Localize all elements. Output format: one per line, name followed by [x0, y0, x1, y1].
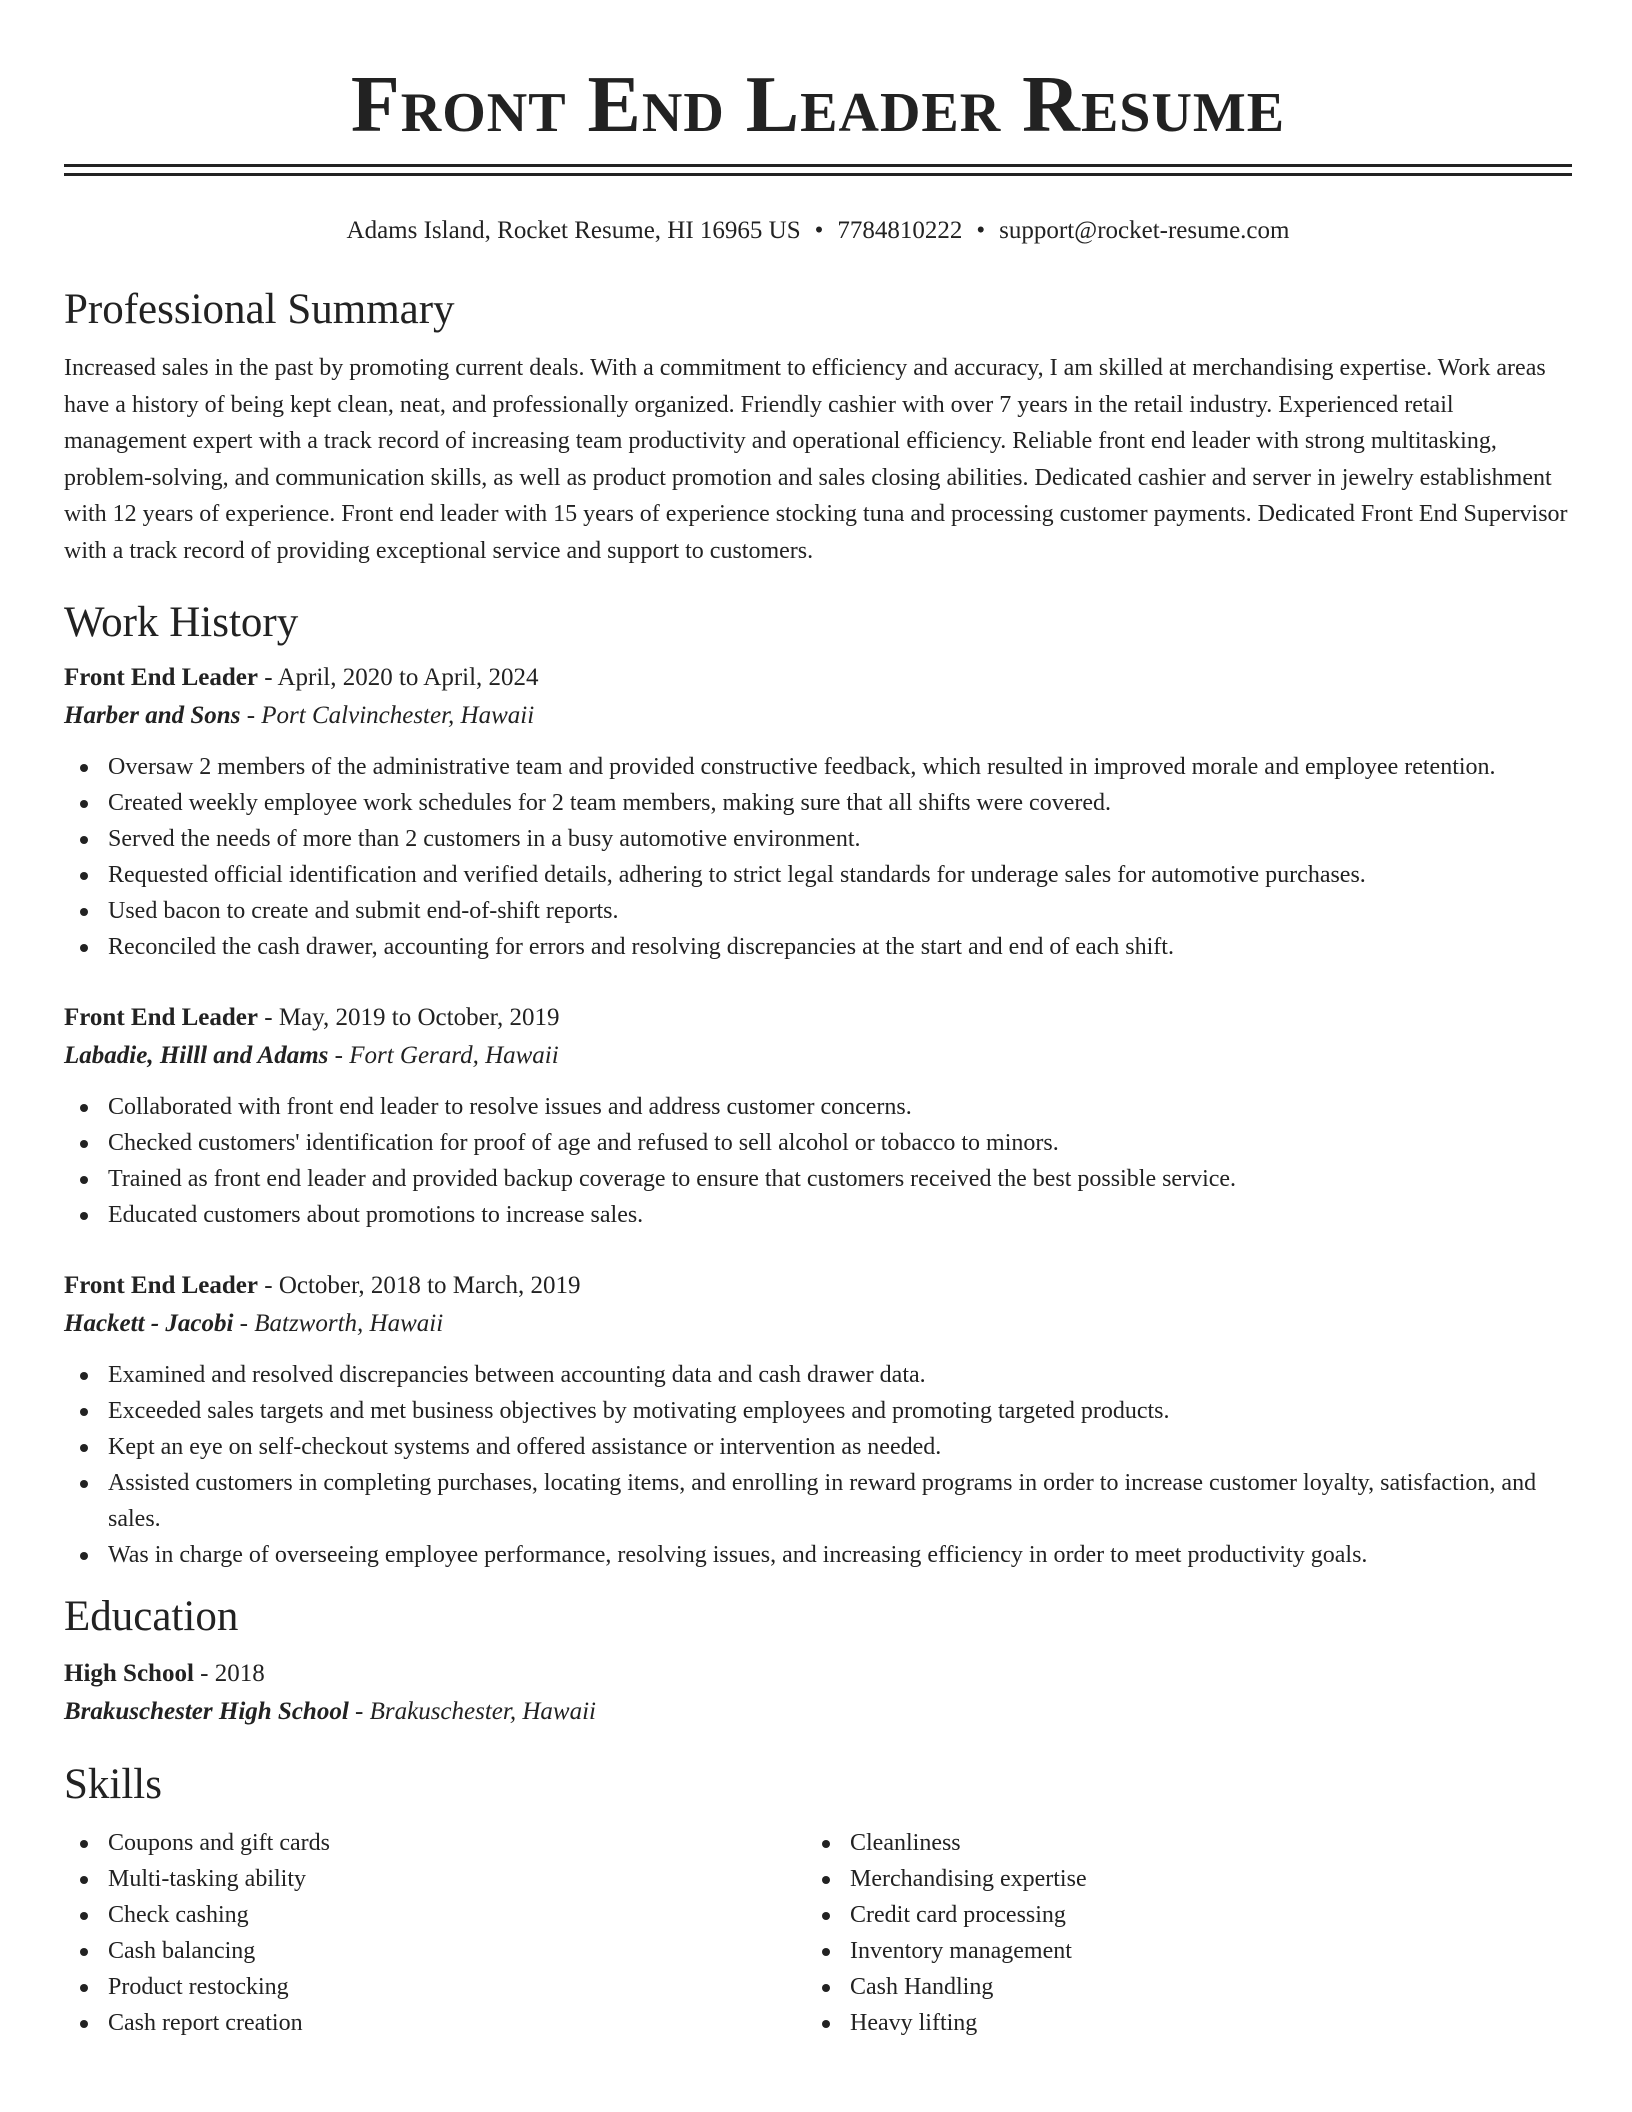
bullet-separator: •: [814, 217, 824, 244]
list-item: Cash balancing: [64, 1933, 806, 1969]
job-dates: April, 2020 to April, 2024: [277, 664, 539, 691]
job-title-line: [64, 999, 1572, 1037]
contact-address: Adams Island, Rocket Resume, HI 16965 US: [346, 217, 801, 244]
list-item: Assisted customers in completing purchases, locating items, and enrolling in reward programs in order to increase customer loyalty, satisfaction, and sales.: [64, 1465, 1572, 1537]
list-item: Requested official identification and verified details, adhering to strict legal standards for underage sales for automotive purchases.: [64, 857, 1572, 893]
list-item: Merchandising expertise: [806, 1861, 1548, 1897]
section-heading-skills: Skills: [64, 1761, 162, 1808]
job-title: Front End Leader: [64, 1004, 258, 1031]
job-dates: May, 2019 to October, 2019: [278, 1004, 560, 1031]
education-entry: [64, 1655, 1572, 1731]
education-degree: High School: [64, 1660, 194, 1687]
section-heading-summary: Professional Summary: [64, 286, 455, 333]
list-item: Served the needs of more than 2 customers in a busy automotive environment.: [64, 821, 1572, 857]
job-entry: [64, 1267, 1572, 1573]
list-item: Was in charge of overseeing employee performance, resolving issues, and increasing efficiency in order to meet productivity goals.: [64, 1537, 1572, 1573]
list-item: Educated customers about promotions to increase sales.: [64, 1197, 1572, 1233]
job-title: Front End Leader: [64, 1272, 258, 1299]
job-bullets: [64, 749, 1572, 965]
skills-list: [64, 1825, 1572, 2041]
list-item: Examined and resolved discrepancies between accounting data and cash drawer data.: [64, 1357, 1572, 1393]
list-item: Oversaw 2 members of the administrative team and provided constructive feedback, which resulted in improved morale and employee retention.: [64, 749, 1572, 785]
dash-separator: -: [193, 1660, 215, 1687]
education-degree-line: [64, 1655, 1572, 1693]
list-item: Kept an eye on self-checkout systems and offered assistance or intervention as needed.: [64, 1429, 1572, 1465]
list-item: Trained as front end leader and provided backup coverage to ensure that customers received the best possible service.: [64, 1161, 1572, 1197]
dash-separator: -: [258, 1272, 279, 1299]
list-item: Used bacon to create and submit end-of-shift reports.: [64, 893, 1572, 929]
skills-column-right: [806, 1825, 1548, 2041]
job-entry: [64, 999, 1572, 1233]
job-dates: October, 2018 to March, 2019: [278, 1272, 581, 1299]
list-item: Heavy lifting: [806, 2005, 1548, 2041]
job-title-line: [64, 1267, 1572, 1305]
skills-column-left: [64, 1825, 806, 2041]
job-bullets: [64, 1357, 1572, 1573]
education-school: Brakuschester High School: [64, 1698, 349, 1725]
title-divider: [64, 164, 1572, 176]
job-company: Harber and Sons: [64, 702, 241, 729]
skills-bullets-right: [806, 1825, 1548, 2041]
education-location: Brakuschester, Hawaii: [369, 1698, 596, 1725]
list-item: Reconciled the cash drawer, accounting for errors and resolving discrepancies at the start and end of each shift.: [64, 929, 1572, 965]
job-company: Labadie, Hilll and Adams: [64, 1042, 329, 1069]
summary-text: Increased sales in the past by promoting current deals. With a commitment to efficiency and accuracy, I am skilled at merchandising expertise. Work areas have a history of being kept clean, neat, and professionally organized. Friendly cashier with over 7 years in the retail industry. Experienced retail management expert with a track record of increasing team productivity and operational efficiency. Reliable front end leader with strong multitasking, problem-solving, and communication skills, as well as product promotion and sales closing abilities. Dedicated cashier and server in jewelry establishment with 12 years of experience. Front end leader with 15 years of experience stocking tuna and processing customer payments. Dedicated Front End Supervisor with a track record of providing exceptional service and support to customers.: [64, 355, 1568, 564]
job-location: Fort Gerard, Hawaii: [349, 1042, 559, 1069]
list-item: Created weekly employee work schedules for 2 team members, making sure that all shifts were covered.: [64, 785, 1572, 821]
dash-separator: -: [240, 702, 262, 729]
job-company: Hackett - Jacobi: [64, 1310, 234, 1337]
section-heading-work-history: Work History: [64, 599, 299, 646]
education-school-line: [64, 1693, 1572, 1731]
dash-separator: -: [233, 1310, 255, 1337]
dash-separator: -: [328, 1042, 350, 1069]
dash-separator: -: [258, 664, 278, 691]
job-location: Batzworth, Hawaii: [254, 1310, 444, 1337]
section-heading-education: Education: [64, 1593, 239, 1640]
list-item: Cash report creation: [64, 2005, 806, 2041]
job-company-line: [64, 1037, 1572, 1075]
job-bullets: [64, 1089, 1572, 1233]
list-item: Multi-tasking ability: [64, 1861, 806, 1897]
list-item: Credit card processing: [806, 1897, 1548, 1933]
list-item: Exceeded sales targets and met business objectives by motivating employees and promoting targeted products.: [64, 1393, 1572, 1429]
contact-email: support@rocket-resume.com: [999, 217, 1290, 244]
job-entry: [64, 659, 1572, 965]
job-company-line: [64, 697, 1572, 735]
list-item: Coupons and gift cards: [64, 1825, 806, 1861]
skills-bullets-left: [64, 1825, 806, 2041]
resume-page: [64, 0, 1572, 2041]
list-item: Product restocking: [64, 1969, 806, 2005]
list-item: Cash Handling: [806, 1969, 1548, 2005]
list-item: Check cashing: [64, 1897, 806, 1933]
job-title-line: [64, 659, 1572, 697]
education-year: 2018: [214, 1660, 265, 1687]
bullet-separator: •: [976, 217, 986, 244]
dash-separator: -: [258, 1004, 279, 1031]
job-location: Port Calvinchester, Hawaii: [261, 702, 535, 729]
contact-line: [64, 216, 1572, 246]
list-item: Cleanliness: [806, 1825, 1548, 1861]
page-title: Front End Leader Resume: [350, 61, 1286, 149]
contact-phone: 7784810222: [837, 217, 963, 244]
dash-separator: -: [348, 1698, 370, 1725]
job-title: Front End Leader: [64, 664, 258, 691]
list-item: Inventory management: [806, 1933, 1548, 1969]
list-item: Collaborated with front end leader to resolve issues and address customer concerns.: [64, 1089, 1572, 1125]
list-item: Checked customers' identification for proof of age and refused to sell alcohol or tobacco to minors.: [64, 1125, 1572, 1161]
job-company-line: [64, 1305, 1572, 1343]
